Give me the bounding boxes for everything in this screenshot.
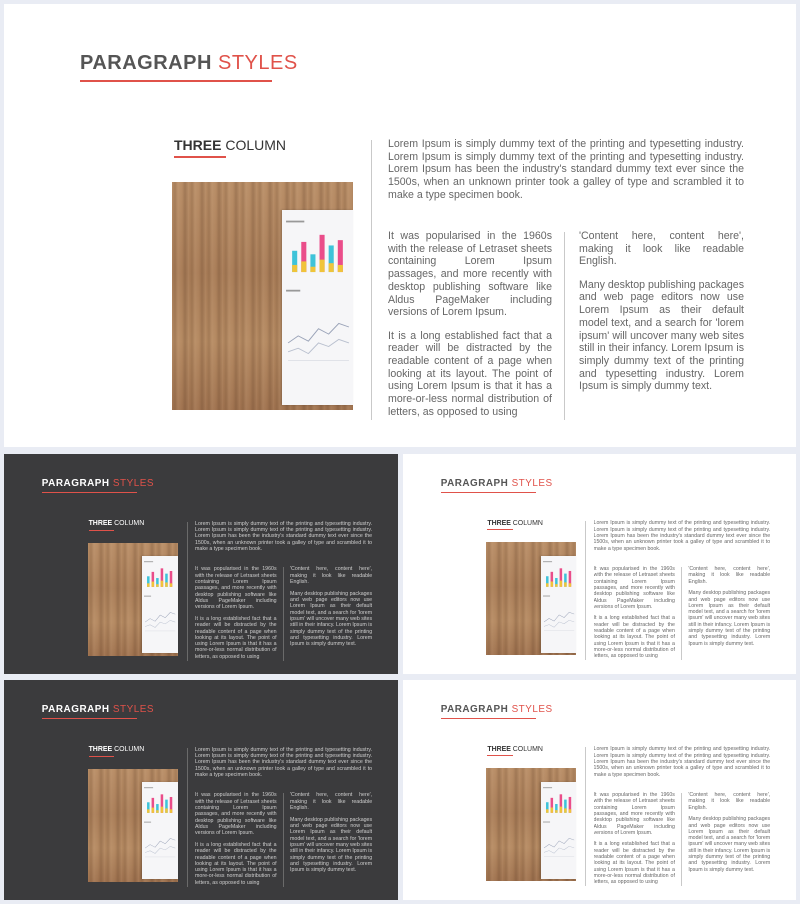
column-2-paragraph-2: Many desktop publishing packages and web page editors now use Lorem Ipsum as their default model text, and a search for 'lorem ipsum' will uncover many web sites still in their infancy. Lorem Ipsum is simply dummy text of the printing and typesetting industry. Lorem Ipsum is simply dummy text. (290, 590, 373, 648)
slide-title-word1: PARAGRAPH (440, 703, 509, 715)
section-subtitle (487, 520, 543, 527)
column-1-paragraph-1: It was popularised in the 1960s with the release of Letraset sheets containing Lorem Ipsum passages, and more recently with desktop publishing software like Aldus PageMaker including versions of Lorem Ipsum. (593, 566, 675, 610)
column-2-text (688, 566, 770, 660)
column-2-paragraph-2: Many desktop publishing packages and web page editors now use Lorem Ipsum as their default model text, and a search for 'lorem ipsum' will uncover many web sites still in their infancy. Lorem Ipsum is simply dummy text of the printing and typesetting industry. Lorem Ipsum is simply dummy text. (290, 816, 373, 874)
column-1-paragraph-2: It is a long established fact that a reader will be distracted by the readable content of a page when looking at its layout. The point of using Lorem Ipsum is that it has a more-or-less normal distribution of letters, as opposed to using (593, 841, 675, 886)
wood-desk-photo (486, 768, 576, 881)
column-1-paragraph-1: It was popularised in the 1960s with the release of Letraset sheets containing Lorem Ipsum passages, and more recently with desktop publishing software like Aldus PageMaker including versions of Lorem Ipsum. (195, 792, 277, 837)
main-slide[interactable] (4, 4, 796, 447)
column-2-paragraph-1: 'Content here, content here', making it look like readable English. (688, 792, 771, 811)
title-underline (42, 718, 138, 719)
section-subtitle (89, 746, 145, 753)
intro-paragraph: Lorem Ipsum is simply dummy text of the printing and typesetting industry. Lorem Ipsum is simply dummy text of the printing and typesetting industry. Lorem Ipsum has been the industry's standard dummy text ever since the 1500s, when an unknown printer took a galley of type and scrambled it to make a type specimen book. (388, 138, 744, 201)
column-divider-2 (564, 232, 565, 420)
subtitle-underline (89, 530, 115, 531)
slide-title-word2: STYLES (112, 477, 154, 489)
column-1-paragraph-1: It was popularised in the 1960s with the release of Letraset sheets containing Lorem Ipsum passages, and more recently with desktop publishing software like Aldus PageMaker including versions of Lorem Ipsum. (388, 230, 552, 319)
column-1-paragraph-2: It is a long established fact that a reader will be distracted by the readable content of a page when looking at its layout. The point of using Lorem Ipsum is that it has a more-or-less normal distribution of letters, as opposed to using (195, 615, 277, 660)
column-2-text (579, 230, 744, 420)
bar-chart-illustration (282, 210, 353, 405)
subtitle-word2: COLUMN (114, 520, 145, 528)
column-2-paragraph-1: 'Content here, content here', making it look like readable English. (290, 792, 373, 812)
slide-title-word1: PARAGRAPH (41, 703, 110, 715)
intro-paragraph: Lorem Ipsum is simply dummy text of the printing and typesetting industry. Lorem Ipsum is simply dummy text of the printing and typesetting industry. Lorem Ipsum has been the industry's standard dummy text ever since the 1500s, when an unknown printer took a galley of type and scrambled it to make a type specimen book. (195, 520, 373, 552)
column-1-paragraph-1: It was popularised in the 1960s with the release of Letraset sheets containing Lorem Ipsum passages, and more recently with desktop publishing software like Aldus PageMaker including versions of Lorem Ipsum. (195, 566, 277, 611)
column-1-text (594, 792, 675, 889)
title-underline (441, 492, 536, 493)
chart-paper-image (142, 556, 177, 653)
column-1-text (388, 230, 552, 426)
subtitle-word1: THREE (88, 746, 113, 754)
subtitle-word1: THREE (174, 137, 222, 153)
subtitle-word2: COLUMN (225, 137, 287, 153)
column-2-text (290, 792, 372, 887)
subtitle-underline (174, 156, 226, 158)
column-2-text (290, 566, 372, 661)
bar-chart-illustration (541, 782, 576, 879)
subtitle-word1: THREE (487, 519, 511, 527)
column-1-paragraph-2: It is a long established fact that a reader will be distracted by the readable content of a page when looking at its layout. The point of using Lorem Ipsum is that it has a more-or-less normal distribution of letters, as opposed to using (593, 615, 675, 660)
subtitle-word1: THREE (88, 520, 113, 528)
slide-title-word1: PARAGRAPH (80, 52, 212, 74)
column-1-paragraph-2: It is a long established fact that a reader will be distracted by the readable content of a page when looking at its layout. The point of using Lorem Ipsum is that it has a more-or-less normal distribution of letters, as opposed to using (388, 329, 552, 418)
chart-paper-image (541, 782, 576, 879)
slide-title-word2: STYLES (217, 52, 298, 74)
chart-paper-image (282, 210, 353, 405)
thumbnail-light-1[interactable] (403, 454, 796, 674)
column-2-paragraph-1: 'Content here, content here', making it look like readable English. (688, 566, 771, 585)
subtitle-word2: COLUMN (114, 746, 145, 754)
column-1-text (594, 566, 675, 663)
intro-paragraph: Lorem Ipsum is simply dummy text of the printing and typesetting industry. Lorem Ipsum is simply dummy text of the printing and typesetting industry. Lorem Ipsum has been the industry's standard dummy text ever since the 1500s, when an unknown printer took a galley of type and scrambled it to make a type specimen book. (593, 746, 771, 778)
subtitle-underline (487, 755, 513, 756)
subtitle-underline (89, 756, 115, 757)
slide-title-word1: PARAGRAPH (440, 477, 509, 489)
slide-title-word2: STYLES (112, 703, 154, 715)
column-2-paragraph-1: 'Content here, content here', making it look like readable English. (290, 566, 373, 586)
chart-paper-image (142, 782, 177, 879)
column-2-text (688, 792, 770, 886)
section-subtitle (89, 520, 145, 527)
section-subtitle (487, 746, 543, 753)
column-1-paragraph-2: It is a long established fact that a reader will be distracted by the readable content of a page when looking at its layout. The point of using Lorem Ipsum is that it has a more-or-less normal distribution of letters, as opposed to using (195, 841, 277, 886)
slide-title-word2: STYLES (511, 703, 553, 715)
column-1-text (195, 566, 277, 664)
chart-paper-image (541, 556, 576, 653)
bar-chart-illustration (142, 556, 177, 653)
column-2-paragraph-2: Many desktop publishing packages and web page editors now use Lorem Ipsum as their default model text, and a search for 'lorem ipsum' will uncover many web sites still in their infancy. Lorem Ipsum is simply dummy text of the printing and typesetting industry. Lorem Ipsum is simply dummy text. (688, 816, 771, 873)
subtitle-underline (487, 529, 513, 530)
bar-chart-illustration (541, 556, 576, 653)
wood-desk-photo (88, 543, 178, 656)
bar-chart-illustration (142, 782, 177, 879)
column-2-paragraph-2: Many desktop publishing packages and web page editors now use Lorem Ipsum as their default model text, and a search for 'lorem ipsum' will uncover many web sites still in their infancy. Lorem Ipsum is simply dummy text of the printing and typesetting industry. Lorem Ipsum is simply dummy text. (579, 278, 744, 393)
thumbnail-light-2[interactable] (403, 680, 796, 900)
subtitle-word1: THREE (487, 745, 511, 753)
slide-title (441, 478, 553, 489)
subtitle-word2: COLUMN (512, 745, 543, 753)
thumbnail-dark-2[interactable] (4, 680, 398, 900)
column-divider-1 (371, 140, 372, 420)
slide-title-word2: STYLES (511, 477, 553, 489)
title-underline (80, 80, 272, 82)
slide-title (441, 704, 553, 715)
slide-title (80, 52, 298, 75)
column-1-paragraph-1: It was popularised in the 1960s with the release of Letraset sheets containing Lorem Ipsum passages, and more recently with desktop publishing software like Aldus PageMaker including versions of Lorem Ipsum. (593, 792, 675, 836)
subtitle-word2: COLUMN (512, 519, 543, 527)
intro-paragraph: Lorem Ipsum is simply dummy text of the printing and typesetting industry. Lorem Ipsum is simply dummy text of the printing and typesetting industry. Lorem Ipsum has been the industry's standard dummy text ever since the 1500s, when an unknown printer took a galley of type and scrambled it to make a type specimen book. (593, 520, 771, 552)
column-1-text (195, 792, 277, 890)
section-subtitle (174, 137, 286, 153)
title-underline (42, 492, 138, 493)
wood-desk-photo (486, 542, 576, 655)
slide-title (42, 704, 154, 715)
wood-desk-photo (88, 769, 178, 882)
slide-title (42, 478, 154, 489)
column-2-paragraph-2: Many desktop publishing packages and web page editors now use Lorem Ipsum as their default model text, and a search for 'lorem ipsum' will uncover many web sites still in their infancy. Lorem Ipsum is simply dummy text of the printing and typesetting industry. Lorem Ipsum is simply dummy text. (688, 590, 771, 647)
column-2-paragraph-1: 'Content here, content here', making it look like readable English. (579, 230, 744, 268)
wood-desk-photo (172, 182, 353, 410)
intro-paragraph: Lorem Ipsum is simply dummy text of the printing and typesetting industry. Lorem Ipsum is simply dummy text of the printing and typesetting industry. Lorem Ipsum has been the industry's standard dummy text ever since the 1500s, when an unknown printer took a galley of type and scrambled it to make a type specimen book. (195, 746, 373, 778)
slide-title-word1: PARAGRAPH (41, 477, 110, 489)
thumbnail-dark-1[interactable] (4, 454, 398, 674)
title-underline (441, 718, 536, 719)
